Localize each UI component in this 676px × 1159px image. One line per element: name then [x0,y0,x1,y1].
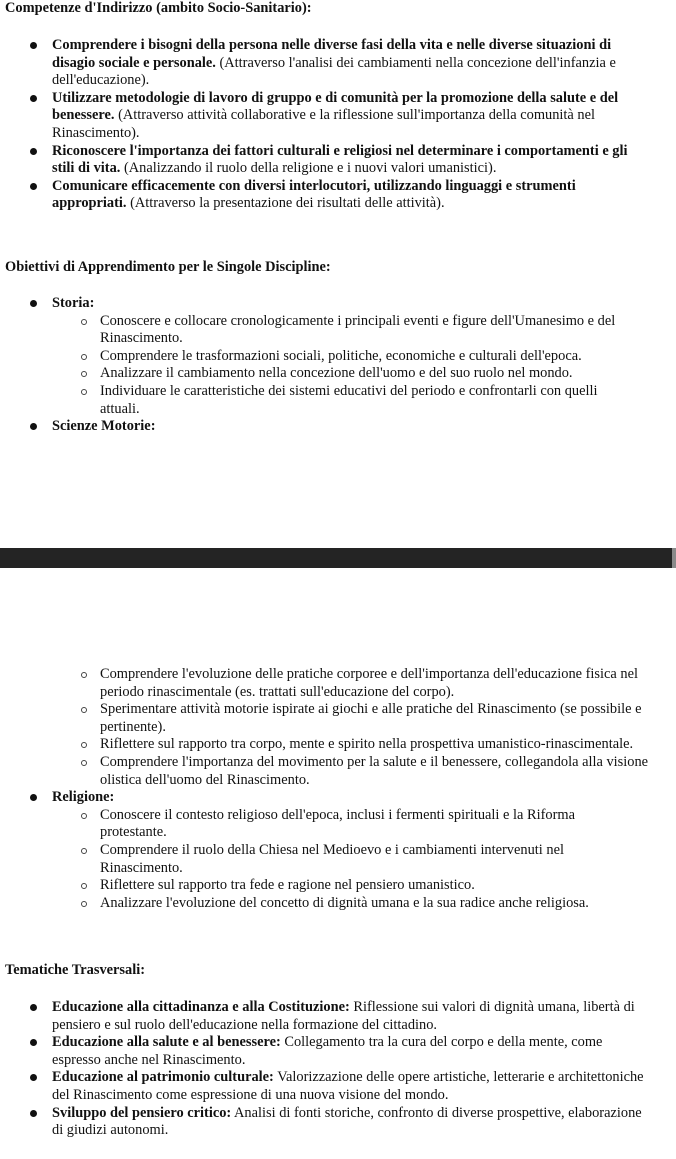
item-text: (Analizzando il ruolo della religione e i nuovi valori umanistici). [120,160,497,177]
list-item: Comprendere l'evoluzione delle pratiche corporee e dell'importanza dell'educazione fisica nel periodo rinascimentale (es. trattati sull'educazione del corpo). [0,666,676,701]
list-item: Conoscere e collocare cronologicamente i principali eventi e figure dell'Umanesimo e del Rinascimento. [0,313,648,348]
list-item [0,1069,676,1104]
obiettivi-section [0,295,676,436]
item-bold: Educazione alla cittadinanza e alla Costituzione: [52,999,350,1015]
item-bold: Educazione al patrimonio culturale: [52,1069,274,1086]
list-item: Analizzare l'evoluzione del concetto di dignità umana e la sua radice anche religiosa. [0,895,648,913]
list-item: Riflettere sul rapporto tra fede e ragione nel pensiero umanistico. [0,877,648,895]
list-item: Comprendere l'importanza del movimento per la salute e il benessere, collegandola alla visione olistica dell'uomo del Rinascimento. [0,754,676,789]
competenze-section [0,37,676,213]
item-bold: Comunicare efficacemente con diversi interlocutori, utilizzando linguaggi e strumenti appropriati. [52,177,576,212]
list-item [0,1105,676,1140]
discipline-label: Scienze Motorie: [52,418,156,435]
list-item [0,37,676,90]
list-item: Riflettere sul rapporto tra corpo, mente e spirito nella prospettiva umanistico-rinascimentale. [0,736,676,754]
item-bold: Utilizzare metodologie di lavoro di gruppo e di comunità per la promozione della salute e del benessere. [52,89,619,124]
item-text: (Attraverso attività collaborative e la riflessione sull'importanza della comunità nel Rinascimento). [52,107,595,141]
item-text: Analisi di fonti storiche, confronto di diverse prospettive, elaborazione di giudizi autonomi. [52,1104,642,1139]
scienze-list [0,666,676,789]
item-text: Collegamento tra la cura del corpo e della mente, come espresso anche nel Rinascimento. [52,1034,603,1068]
item-bold: Sviluppo del pensiero critico: [52,1104,232,1121]
tematiche-section [0,999,676,1140]
tematiche-heading: Tematiche Trasversali: [5,962,146,978]
tematiche-list [0,999,676,1140]
obiettivi-heading: Obiettivi di Apprendimento per le Singole Discipline: [5,259,331,275]
list-item [0,90,676,143]
list-item [0,999,676,1034]
list-item: Comprendere le trasformazioni sociali, politiche, economiche e culturali dell'epoca. [0,348,648,366]
religione-block [0,789,676,912]
item-text: Valorizzazione delle opere artistiche, letterarie e architettoniche del Rinascimento come espressione di una nuova visione del mondo. [52,1069,644,1103]
list-item: Conoscere il contesto religioso dell'epoca, inclusi i fermenti spirituali e la Riforma protestante. [0,807,648,842]
list-item: Individuare le caratteristiche dei sistemi educativi del periodo e confrontarli con quelli attuali. [0,383,648,418]
discipline-label: Storia: [52,295,95,311]
storia-list [0,313,648,419]
competenze-heading: Competenze d'Indirizzo (ambito Socio-Sanitario): [5,0,312,16]
list-item: Sperimentare attività motorie ispirate ai giochi e alle pratiche del Rinascimento (se possibile e pertinente). [0,701,676,736]
item-bold: Comprendere i bisogni della persona nelle diverse fasi della vita e nelle diverse situazioni di disagio sociale e personale. [52,37,612,71]
scienze-section [0,666,676,912]
list-item: Analizzare il cambiamento nella concezione dell'uomo e del suo ruolo nel mondo. [0,365,648,383]
item-text: (Attraverso la presentazione dei risultati delle attività). [126,195,445,212]
list-item [0,178,676,213]
item-text: (Attraverso l'analisi dei cambiamenti nella concezione dell'infanzia e dell'educazione). [52,54,616,89]
competenze-list [0,37,676,213]
religione-list [0,807,648,913]
list-item [0,143,676,178]
item-text: Riflessione sui valori di dignità umana, libertà di pensiero e sul ruolo dell'educazione nella formazione del cittadino. [52,999,635,1033]
item-bold: Educazione alla salute e al benessere: [52,1034,281,1051]
list-item: Comprendere il ruolo della Chiesa nel Medioevo e i cambiamenti intervenuti nel Rinascimento. [0,842,648,877]
page-divider [0,548,676,568]
discipline-list [0,295,676,436]
discipline-label: Religione: [52,789,115,806]
item-bold: Riconoscere l'importanza dei fattori culturali e religiosi nel determinare i comportamenti e gli stili di vita. [52,142,628,177]
discipline-scienze [0,418,676,436]
discipline-religione [0,789,676,912]
discipline-storia [0,295,676,418]
list-item [0,1034,676,1069]
